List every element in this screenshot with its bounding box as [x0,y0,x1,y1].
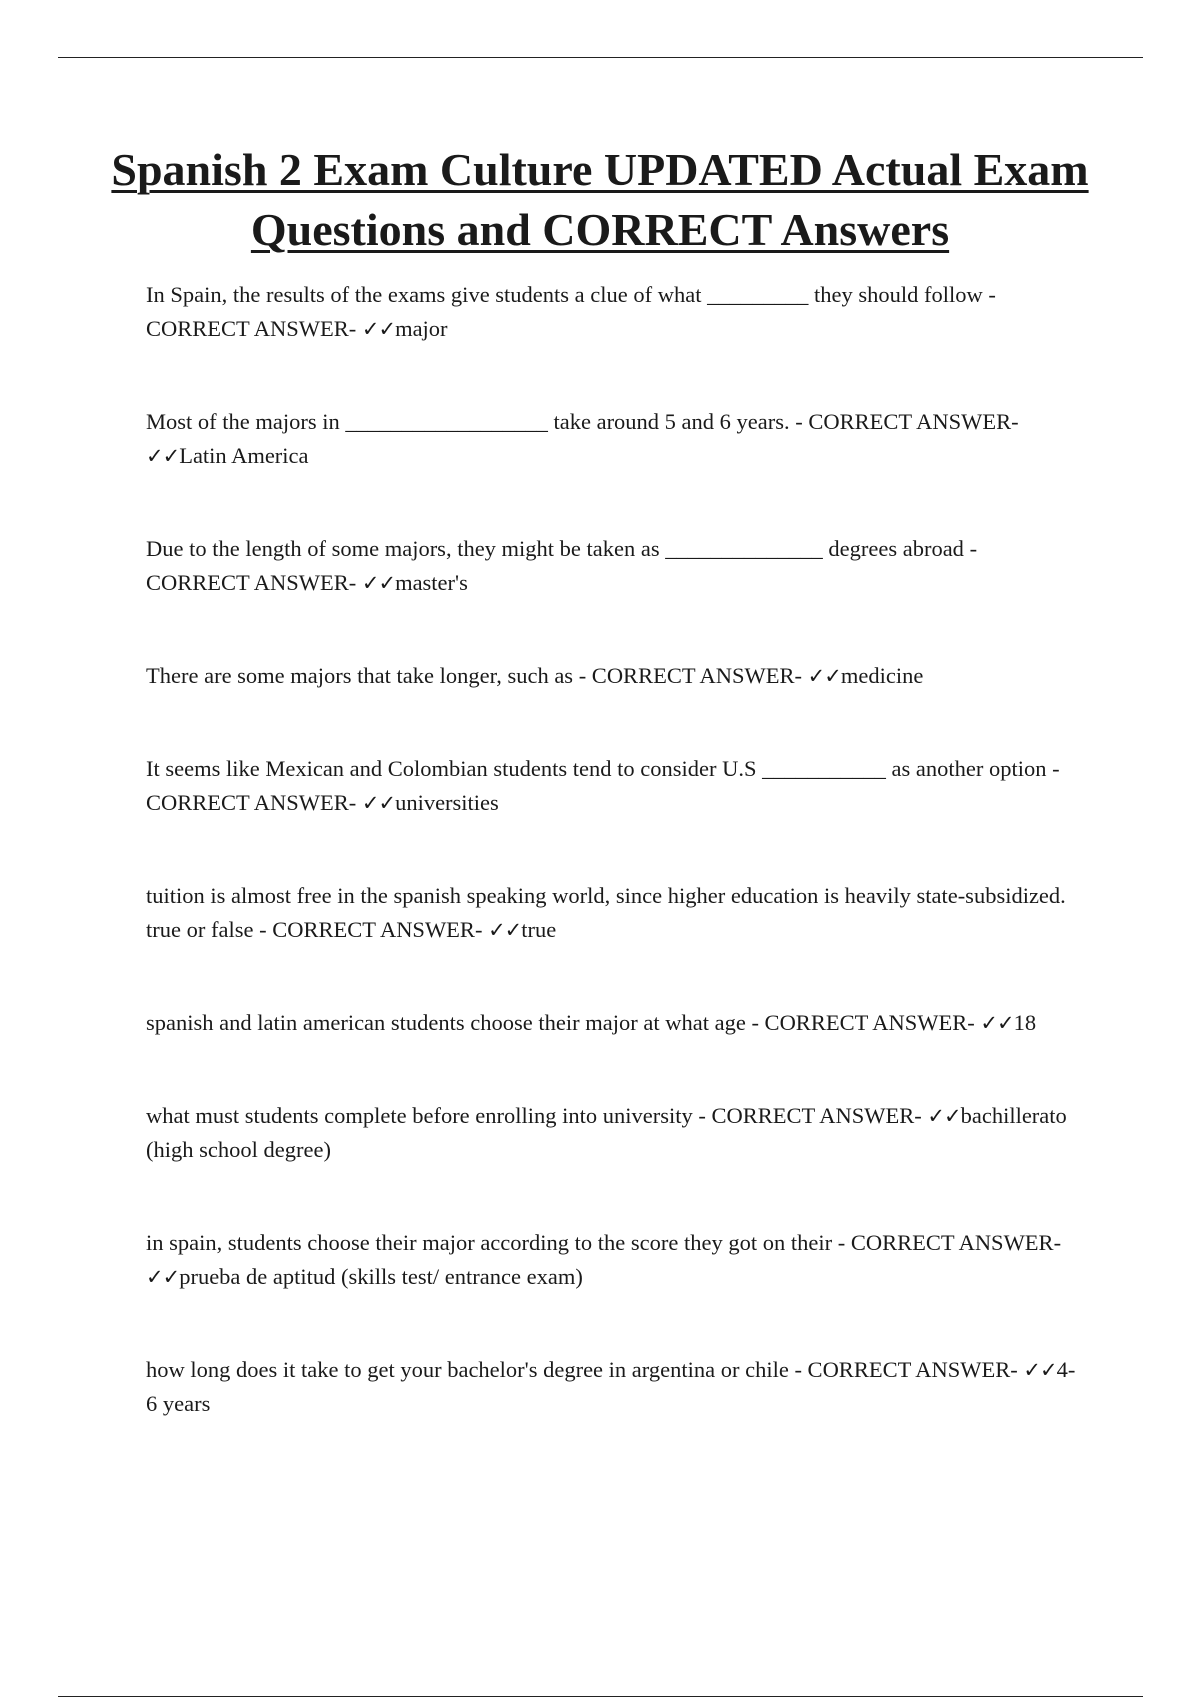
question-list [146,278,1076,1480]
answer-text: master's [395,570,468,595]
answer-text: Latin America [179,443,309,468]
question-text: tuition is almost free in the spanish speaking world, since higher education is heavily state-subsidized. true or false [146,883,1066,942]
list-item [146,659,1076,693]
answer-text: medicine [840,663,924,688]
check-double-icon: ✓✓ [488,918,522,942]
list-item [146,405,1076,473]
answer-label: - CORRECT ANSWER- [146,536,978,595]
check-double-icon: ✓✓ [361,317,396,341]
question-text: There are some majors that take longer, such as [146,663,574,688]
list-item [146,879,1076,947]
question-text: It seems like Mexican and Colombian students tend to consider U.S ___________ as another option [146,756,1047,781]
top-rule [58,57,1143,58]
answer-label: - CORRECT ANSWER- [259,917,483,942]
list-item [146,532,1076,600]
question-text: In Spain, the results of the exams give students a clue of what _________ they should follow [146,282,983,307]
check-double-icon: ✓✓ [146,444,180,468]
question-text: how long does it take to get your bachelor's degree in argentina or chile [146,1357,789,1382]
answer-label: - CORRECT ANSWER- [795,409,1019,434]
answer-text: universities [395,790,499,815]
check-double-icon: ✓✓ [361,571,396,595]
answer-label: - CORRECT ANSWER- [837,1230,1062,1255]
question-text: spanish and latin american students choose their major at what age [146,1010,746,1035]
check-double-icon: ✓✓ [361,791,396,815]
question-text: what must students complete before enrolling into university [146,1103,693,1128]
list-item [146,1099,1076,1167]
list-item [146,1226,1076,1294]
answer-label: - CORRECT ANSWER- [698,1103,922,1128]
page-title: Spanish 2 Exam Culture UPDATED Actual Exam Questions and CORRECT Answers [111,144,1089,255]
answer-text: 18 [1013,1010,1037,1035]
check-double-icon: ✓✓ [807,664,841,688]
check-double-icon: ✓✓ [146,1265,180,1289]
answer-label: - CORRECT ANSWER- [794,1357,1018,1382]
list-item [146,1353,1076,1421]
answer-text: true [521,917,557,942]
check-double-icon: ✓✓ [1023,1358,1057,1382]
check-double-icon: ✓✓ [980,1011,1014,1035]
list-item [146,1006,1076,1040]
answer-label: - CORRECT ANSWER- [578,663,803,688]
list-item [146,278,1076,346]
answer-text: 4-6 years [146,1357,1076,1416]
answer-label: - CORRECT ANSWER- [751,1010,975,1035]
question-text: Due to the length of some majors, they might be taken as ______________ degrees abroad [146,536,964,561]
question-text: Most of the majors in __________________ take around 5 and 6 years. [146,409,790,434]
answer-text: bachillerato (high school degree) [146,1103,1067,1162]
list-item [146,752,1076,820]
check-double-icon: ✓✓ [927,1104,961,1128]
answer-label: - CORRECT ANSWER- [146,282,996,341]
answer-text: prueba de aptitud (skills test/ entrance exam) [179,1264,583,1289]
bottom-rule [58,1696,1143,1697]
answer-label: - CORRECT ANSWER- [146,756,1060,815]
question-text: in spain, students choose their major according to the score they got on their [146,1230,833,1255]
answer-text: major [395,316,448,341]
